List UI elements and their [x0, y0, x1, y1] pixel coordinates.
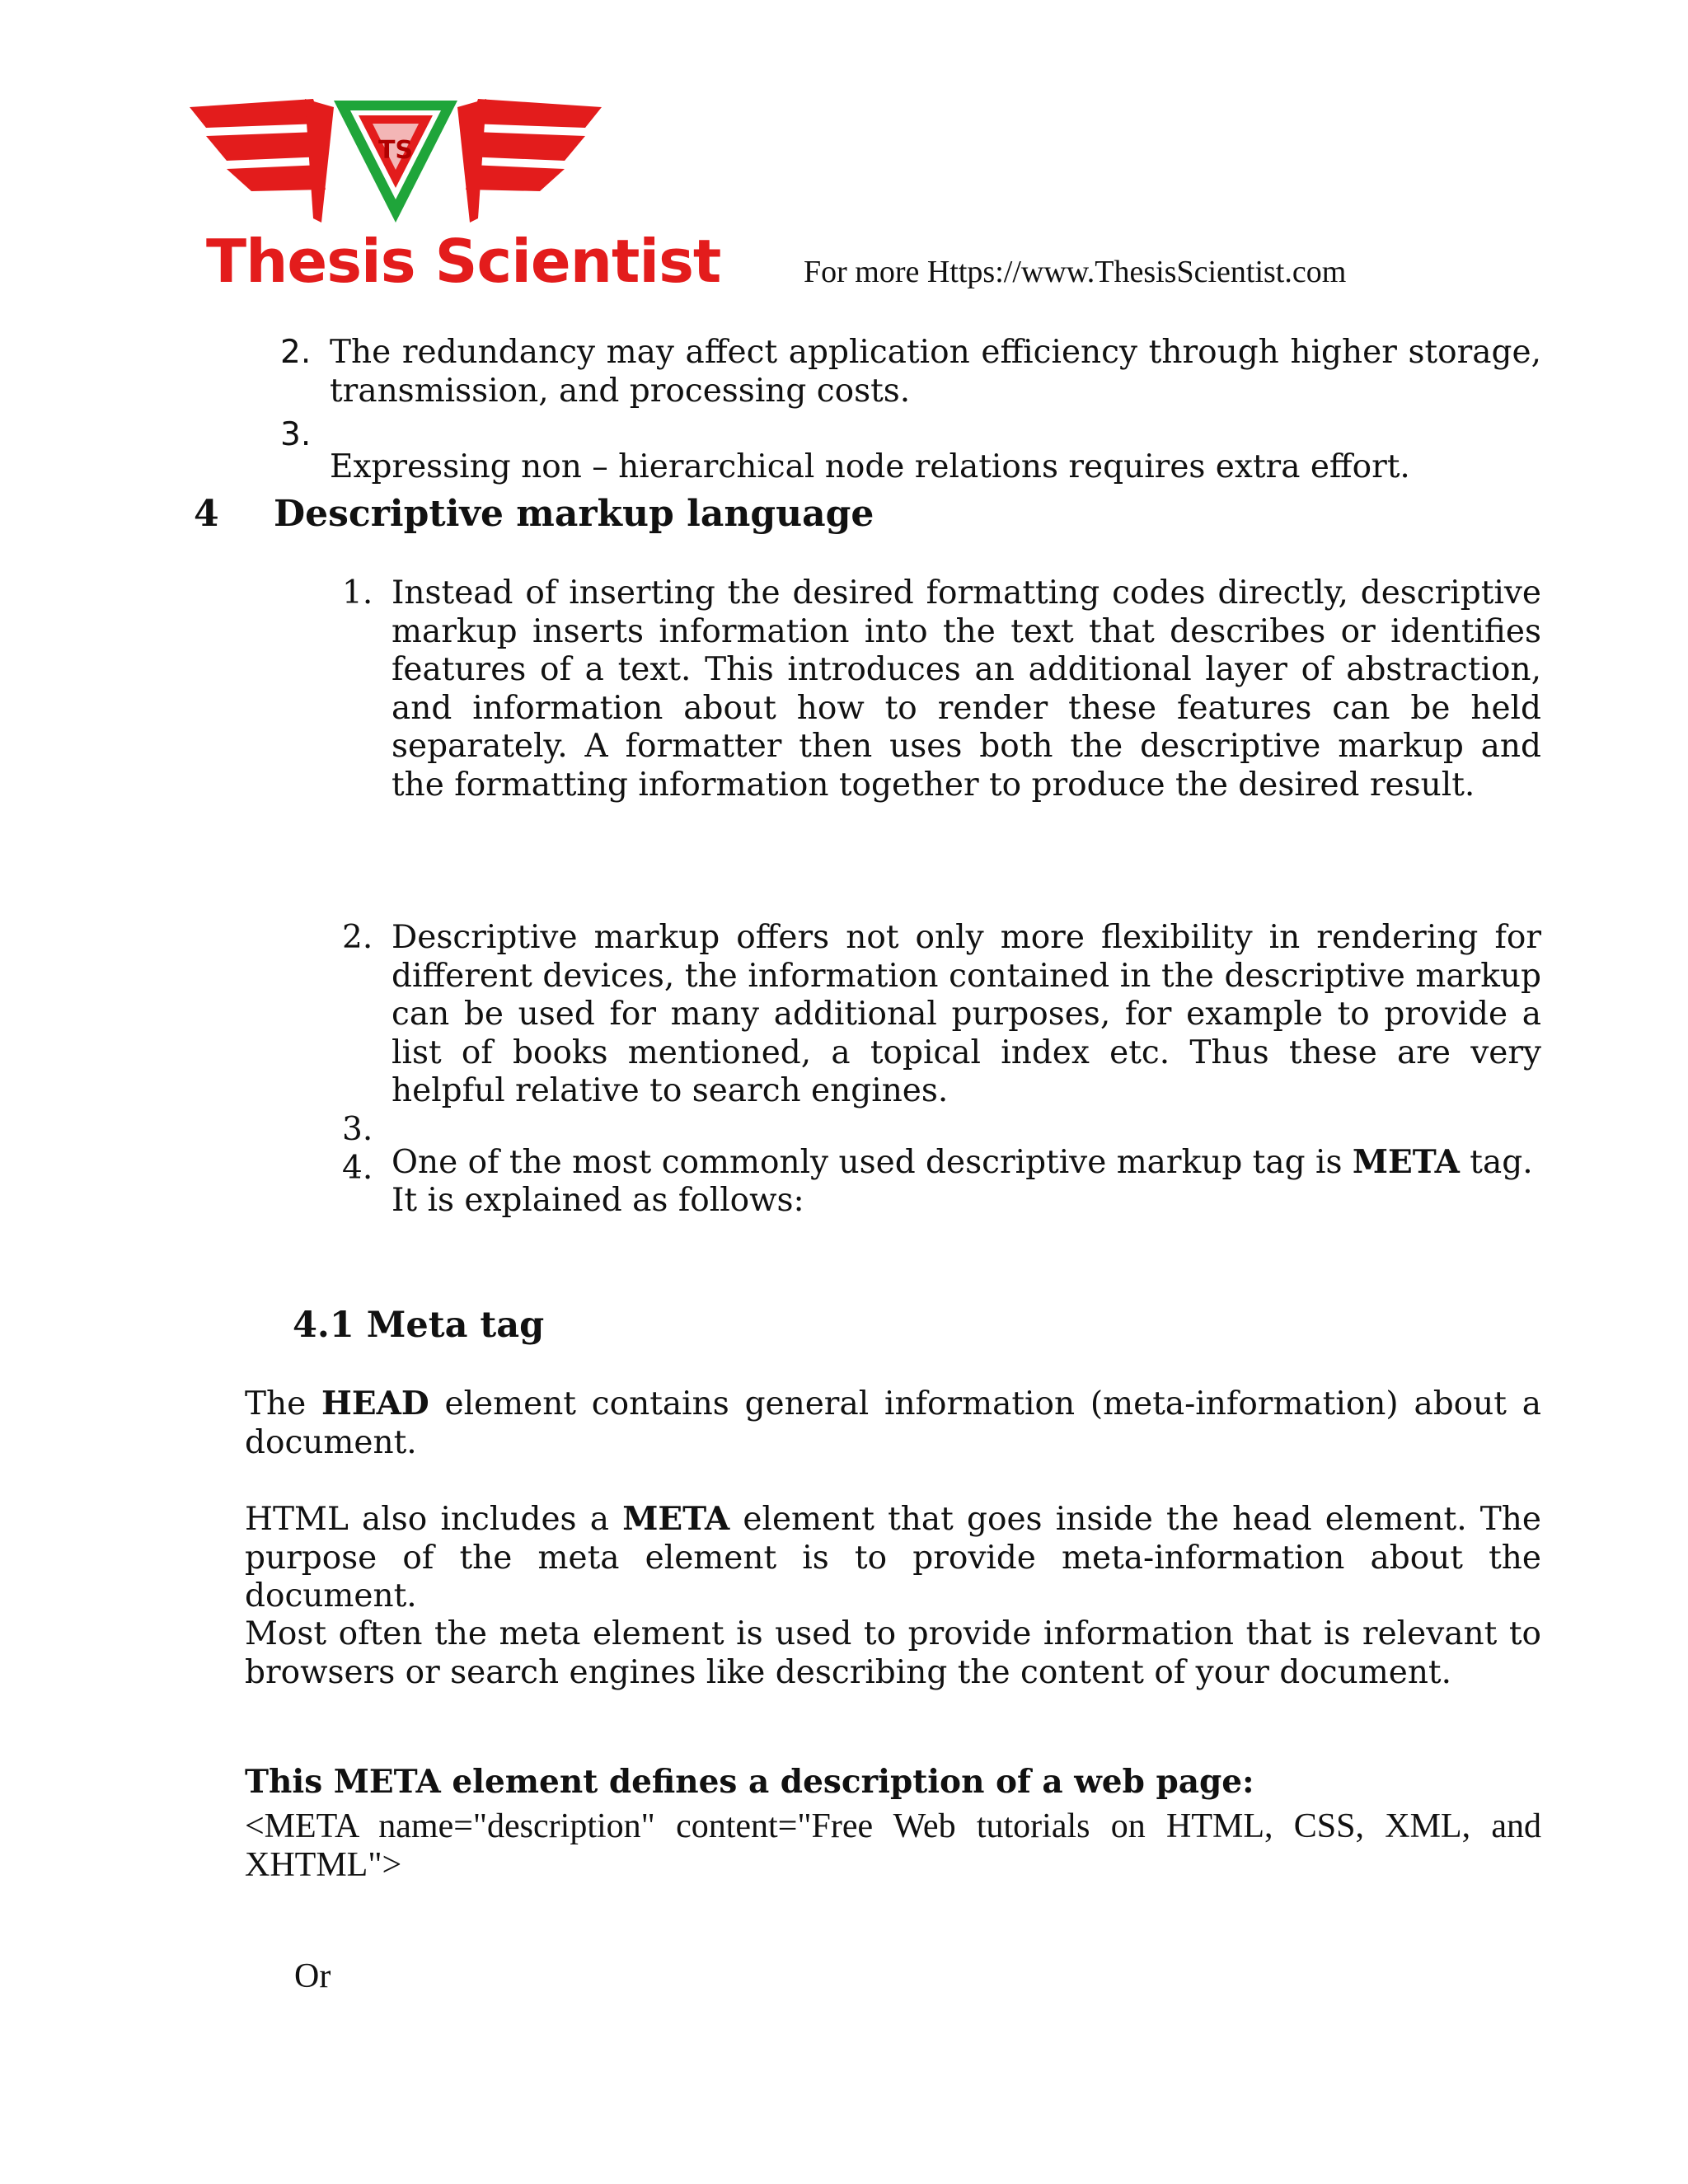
list-item-text: Descriptive markup offers not only more flexibility in rendering for different devices, the information contained in the descriptive markup can be used for many additional purposes, for example to provide a list of books mentioned, a topical index etc. Thus these are very helpful relative to search engines. [392, 919, 1541, 1109]
logo-monogram: TS [377, 136, 414, 165]
list-number: 4. [342, 1150, 373, 1187]
list-number: 2. [342, 919, 373, 956]
list-item-text: One of the most commonly used descriptive markup tag is META tag. [392, 1143, 1533, 1181]
paragraph: The HEAD element contains general information (meta-information) about a document. [245, 1385, 1541, 1461]
list-item-text: Instead of inserting the desired formatting codes directly, descriptive markup inserts information into the text that describes or identifies features of a text. This introduces an additional layer of abstraction, and information about how to render these features can be held separately. A formatter then uses both the descriptive markup and the formatting information together to produce the desired result. [392, 574, 1541, 804]
list-item-text: It is explained as follows: [392, 1182, 804, 1219]
paragraph: Or [294, 1957, 331, 1995]
list-number: 3. [280, 416, 312, 453]
list-item-text: Expressing non – hierarchical node relations requires extra effort. [330, 448, 1410, 485]
list-number: 3. [342, 1111, 373, 1148]
brand-name: Thesis Scientist [206, 227, 721, 296]
section-title: Descriptive markup language [274, 493, 874, 535]
paragraph: HTML also includes a META element that goes inside the head element. The purpose of the meta element is to provide meta-information about the document. [245, 1500, 1542, 1615]
winged-triangle-logo-icon [190, 91, 602, 231]
bold-caption: This META element defines a description of a web page: [245, 1763, 1254, 1801]
thesis-scientist-logo [190, 91, 721, 297]
code-example: <META name="description" content="Free Web tutorials on HTML, CSS, XML, and XHTML"> [245, 1807, 1541, 1884]
list-item-text: The redundancy may affect application efficiency through higher storage, transmission, and processing costs. [330, 334, 1541, 410]
list-number: 1. [342, 574, 373, 612]
paragraph: Most often the meta element is used to provide information that is relevant to browsers or search engines like describing the content of your document. [245, 1615, 1541, 1691]
section-number: 4 [194, 493, 219, 535]
subsection-heading: 4.1 Meta tag [293, 1305, 545, 1346]
list-number: 2. [280, 334, 312, 371]
website-link[interactable]: For more Https://www.ThesisScientist.com [804, 255, 1347, 289]
